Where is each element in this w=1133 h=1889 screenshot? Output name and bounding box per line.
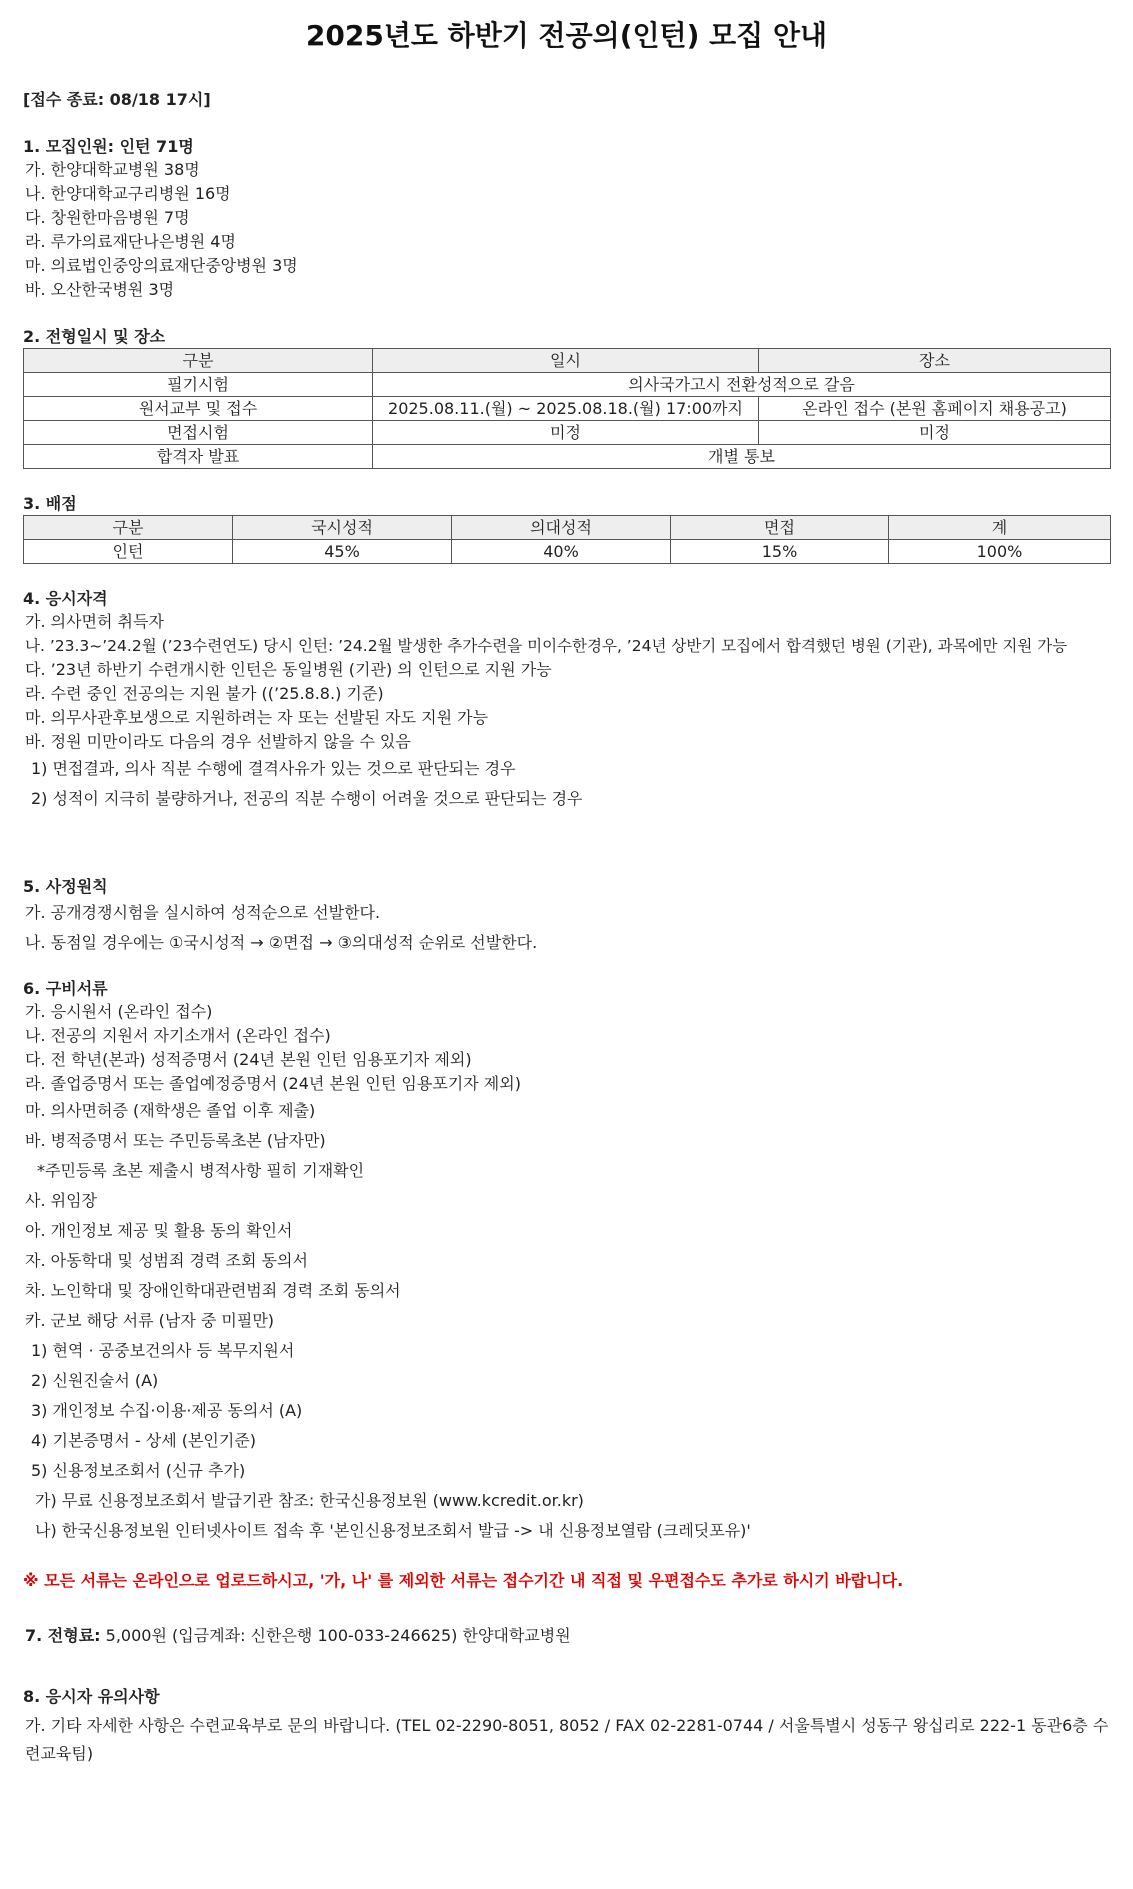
upload-notice: ※ 모든 서류는 온라인으로 업로드하시고, '가, 나' 를 제외한 서류는 접수기간 내 직접 및 우편접수도 추가로 하시기 바랍니다. <box>23 1571 904 1590</box>
section-documents <box>23 978 1110 1546</box>
table-header-cell: 구분 <box>24 349 373 373</box>
section-recruits <box>23 136 1110 302</box>
list-item: 가. 의사면허 취득자 <box>25 612 164 631</box>
list-item: 가. 응시원서 (온라인 접수) <box>25 1002 213 1021</box>
list-item: 2) 신원진술서 (A) <box>31 1371 159 1390</box>
list-item: 차. 노인학대 및 장애인학대관련범죄 경력 조회 동의서 <box>25 1281 401 1300</box>
section-2-title: 2. 전형일시 및 장소 <box>23 327 166 346</box>
list-item: 1) 현역 · 공중보건의사 등 복무지원서 <box>31 1341 295 1360</box>
table-header-cell: 구분 <box>24 516 233 540</box>
schedule-table <box>23 348 1111 469</box>
section-principles <box>23 876 1110 958</box>
table-cell: 의사국가고시 전환성적으로 갈음 <box>373 373 1111 397</box>
fee-value: 5,000원 (입금계좌: 신한은행 100-033-246625) 한양대학교병원 <box>105 1626 571 1645</box>
list-item: 라. 졸업증명서 또는 졸업예정증명서 (24년 본원 인턴 임용포기자 제외) <box>25 1074 521 1093</box>
table-cell: 원서교부 및 접수 <box>24 397 373 421</box>
section-5-title: 5. 사정원칙 <box>23 877 108 896</box>
page-title: 2025년도 하반기 전공의(인턴) 모집 안내 <box>305 19 828 52</box>
list-item: 마. 의무사관후보생으로 지원하려는 자 또는 선발된 자도 지원 가능 <box>25 708 489 727</box>
section-schedule <box>23 326 1110 469</box>
section-7-title: 7. 전형료: <box>25 1626 101 1645</box>
list-item: 아. 개인정보 제공 및 활용 동의 확인서 <box>25 1221 293 1240</box>
table-row <box>24 421 1111 445</box>
table-header-cell: 장소 <box>759 349 1111 373</box>
deadline-label: [접수 종료: 08/18 17시] <box>23 90 211 109</box>
table-header-row <box>24 349 1111 373</box>
list-item: 다. 전 학년(본과) 성적증명서 (24년 본원 인턴 임용포기자 제외) <box>25 1050 472 1069</box>
table-cell: 필기시험 <box>24 373 373 397</box>
table-cell: 개별 통보 <box>373 445 1111 469</box>
list-item: 카. 군보 해당 서류 (남자 중 미필만) <box>25 1311 275 1330</box>
list-item: 5) 신용정보조회서 (신규 추가) <box>31 1461 246 1480</box>
table-cell: 15% <box>671 540 889 564</box>
table-row <box>24 397 1111 421</box>
list-item: 가. 한양대학교병원 38명 <box>25 160 200 179</box>
list-item: 바. 병적증명서 또는 주민등록초본 (남자만) <box>25 1131 326 1150</box>
list-item: 가) 무료 신용정보조회서 발급기관 참조: 한국신용정보원 (www.kcredit.or.kr) <box>35 1491 584 1510</box>
list-item: 가. 공개경쟁시험을 실시하여 성적순으로 선발한다. <box>25 903 381 922</box>
table-cell: 미정 <box>373 421 759 445</box>
contact-text: 가. 기타 자세한 사항은 수련교육부로 문의 바랍니다. (TEL 02-2290-8051, 8052 / FAX 02-2281-0744 / 서울특별시 성동구 왕십리로 222-1 동관6층 수련교육팀) <box>25 1716 1109 1763</box>
list-item: 바. 정원 미만이라도 다음의 경우 선발하지 않을 수 있음 <box>25 732 411 751</box>
table-cell: 40% <box>452 540 671 564</box>
list-item: 라. 루가의료재단나은병원 4명 <box>25 232 236 251</box>
table-header-cell: 의대성적 <box>452 516 671 540</box>
list-item: 마. 의사면허증 (재학생은 졸업 이후 제출) <box>25 1101 316 1120</box>
table-header-row <box>24 516 1111 540</box>
list-item: 다. 창원한마음병원 7명 <box>25 208 190 227</box>
section-notes <box>23 1686 1110 1768</box>
section-8-title: 8. 응시자 유의사항 <box>23 1687 160 1706</box>
table-header-cell: 일시 <box>373 349 759 373</box>
list-item: 다. ’23년 하반기 수련개시한 인턴은 동일병원 (기관) 의 인턴으로 지원 가능 <box>25 660 552 679</box>
table-row <box>24 373 1111 397</box>
table-header-cell: 국시성적 <box>233 516 452 540</box>
table-header-cell: 면접 <box>671 516 889 540</box>
table-cell: 온라인 접수 (본원 홈페이지 채용공고) <box>759 397 1111 421</box>
list-item: 4) 기본증명서 - 상세 (본인기준) <box>31 1431 257 1450</box>
table-row <box>24 540 1111 564</box>
list-item: 3) 개인정보 수집·이용·제공 동의서 (A) <box>31 1401 303 1420</box>
list-item: 나. 전공의 지원서 자기소개서 (온라인 접수) <box>25 1026 331 1045</box>
section-3-title: 3. 배점 <box>23 494 77 513</box>
list-item: 나. 한양대학교구리병원 16명 <box>25 184 231 203</box>
table-cell: 인턴 <box>24 540 233 564</box>
table-cell: 미정 <box>759 421 1111 445</box>
list-item: 1) 면접결과, 의사 직분 수행에 결격사유가 있는 것으로 판단되는 경우 <box>31 759 516 778</box>
table-cell: 45% <box>233 540 452 564</box>
section-6-title: 6. 구비서류 <box>23 979 108 998</box>
list-item: 나) 한국신용정보원 인터넷사이트 접속 후 '본인신용정보조회서 발급 -> 내 신용정보열람 (크레딧포유)' <box>35 1521 751 1540</box>
table-cell: 면접시험 <box>24 421 373 445</box>
list-item: 나. ’23.3~’24.2월 (’23수련연도) 당시 인턴: ’24.2월 발생한 추가수련을 미이수한경우, ’24년 상반기 모집에서 합격했던 병원 (기관), 과목에만 지원 가능 <box>25 637 1068 655</box>
list-item: 바. 오산한국병원 3명 <box>25 280 175 299</box>
note-text: *주민등록 초본 제출시 병적사항 필히 기재확인 <box>37 1161 365 1180</box>
list-item: 자. 아동학대 및 성범죄 경력 조회 동의서 <box>25 1251 308 1270</box>
list-item: 사. 위임장 <box>25 1191 97 1210</box>
table-cell: 합격자 발표 <box>24 445 373 469</box>
table-cell: 100% <box>889 540 1111 564</box>
list-item: 라. 수련 중인 전공의는 지원 불가 ((’25.8.8.) 기준) <box>25 684 384 703</box>
section-fee <box>23 1624 1110 1648</box>
section-4-title: 4. 응시자격 <box>23 589 108 608</box>
list-item: 마. 의료법인중앙의료재단중앙병원 3명 <box>25 256 298 275</box>
section-eligibility <box>23 588 1110 814</box>
list-item: 나. 동점일 경우에는 ①국시성적 → ②면접 → ③의대성적 순위로 선발한다. <box>25 933 538 952</box>
table-row <box>24 445 1111 469</box>
table-header-cell: 계 <box>889 516 1111 540</box>
table-cell: 2025.08.11.(월) ~ 2025.08.18.(월) 17:00까지 <box>373 397 759 421</box>
section-1-title: 1. 모집인원: 인턴 71명 <box>23 137 194 156</box>
list-item: 2) 성적이 지극히 불량하거나, 전공의 직분 수행이 어려울 것으로 판단되는 경우 <box>31 789 583 808</box>
scoring-table <box>23 515 1111 564</box>
section-scoring <box>23 493 1110 564</box>
